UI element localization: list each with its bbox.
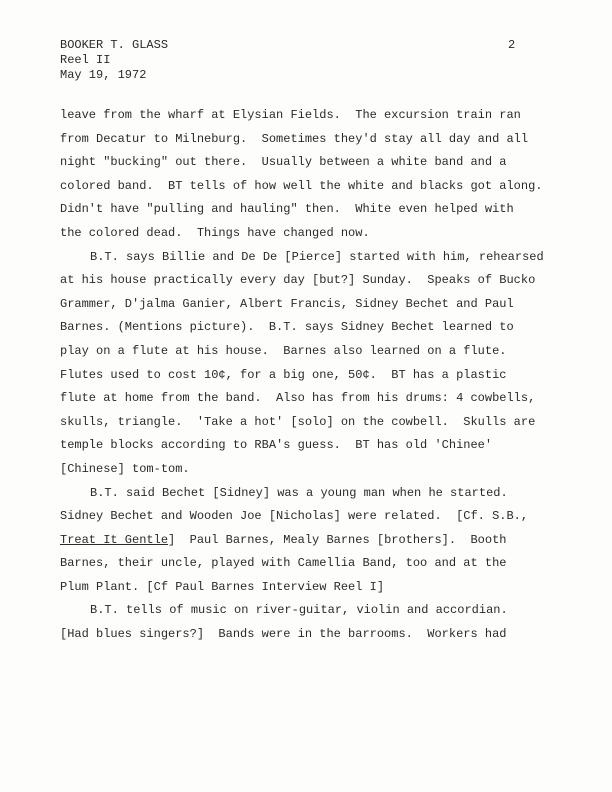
text-line: [Had blues singers?] Bands were in the barrooms. Workers had	[60, 627, 507, 642]
page-header	[60, 38, 168, 83]
text-line: night "bucking" out there. Usually between a white band and a	[60, 155, 507, 170]
text-line: Flutes used to cost 10¢, for a big one, 50¢. BT has a plastic	[60, 367, 507, 382]
text-line: Didn't have "pulling and hauling" then. White even helped with	[60, 202, 514, 217]
text-line: B.T. says Billie and De De [Pierce] started with him, rehearsed	[90, 249, 544, 264]
text-line: the colored dead. Things have changed now.	[60, 225, 370, 240]
text-line-with-title	[60, 529, 560, 553]
text-line: Sidney Bechet and Wooden Joe [Nicholas] were related. [Cf. S.B.,	[60, 509, 529, 524]
text-line: colored band. BT tells of how well the white and blacks got along.	[60, 178, 543, 193]
text-line: skulls, triangle. 'Take a hot' [solo] on the cowbell. Skulls are	[60, 414, 536, 429]
transcript-body	[60, 104, 560, 647]
text-line: B.T. tells of music on river-guitar, violin and accordian.	[90, 603, 508, 618]
text-line: [Chinese] tom-tom.	[60, 461, 190, 476]
text-line: flute at home from the band. Also has from his drums: 4 cowbells,	[60, 391, 536, 406]
text-line: Plum Plant. [Cf Paul Barnes Interview Reel I]	[60, 579, 385, 594]
text-line: B.T. said Bechet [Sidney] was a young man when he started.	[90, 485, 508, 500]
line-suffix: ] Paul Barnes, Mealy Barnes [brothers]. Booth	[168, 532, 507, 547]
text-line: at his house practically every day [but?] Sunday. Speaks of Bucko	[60, 273, 536, 288]
text-line: temple blocks according to RBA's guess. BT has old 'Chinee'	[60, 438, 493, 453]
interviewee-name: BOOKER T. GLASS	[60, 38, 169, 52]
page-number: 2	[508, 38, 516, 52]
interview-date: May 19, 1972	[60, 68, 147, 82]
book-title: Treat It Gentle	[60, 532, 169, 547]
paragraph-4	[60, 599, 560, 646]
text-line: play on a flute at his house. Barnes also learned on a flute.	[60, 343, 507, 358]
paragraph-3	[60, 482, 560, 600]
text-line: Grammer, D'jalma Ganier, Albert Francis, Sidney Bechet and Paul	[60, 296, 514, 311]
paragraph-2	[60, 246, 560, 482]
text-line: from Decatur to Milneburg. Sometimes they'd stay all day and all	[60, 131, 529, 146]
reel-label: Reel II	[60, 53, 111, 67]
text-line: Barnes, their uncle, played with Camellia Band, too and at the	[60, 556, 507, 571]
text-line: Barnes. (Mentions picture). B.T. says Sidney Bechet learned to	[60, 320, 514, 335]
text-line: leave from the wharf at Elysian Fields. The excursion train ran	[60, 108, 521, 122]
paragraph-1	[60, 104, 560, 246]
